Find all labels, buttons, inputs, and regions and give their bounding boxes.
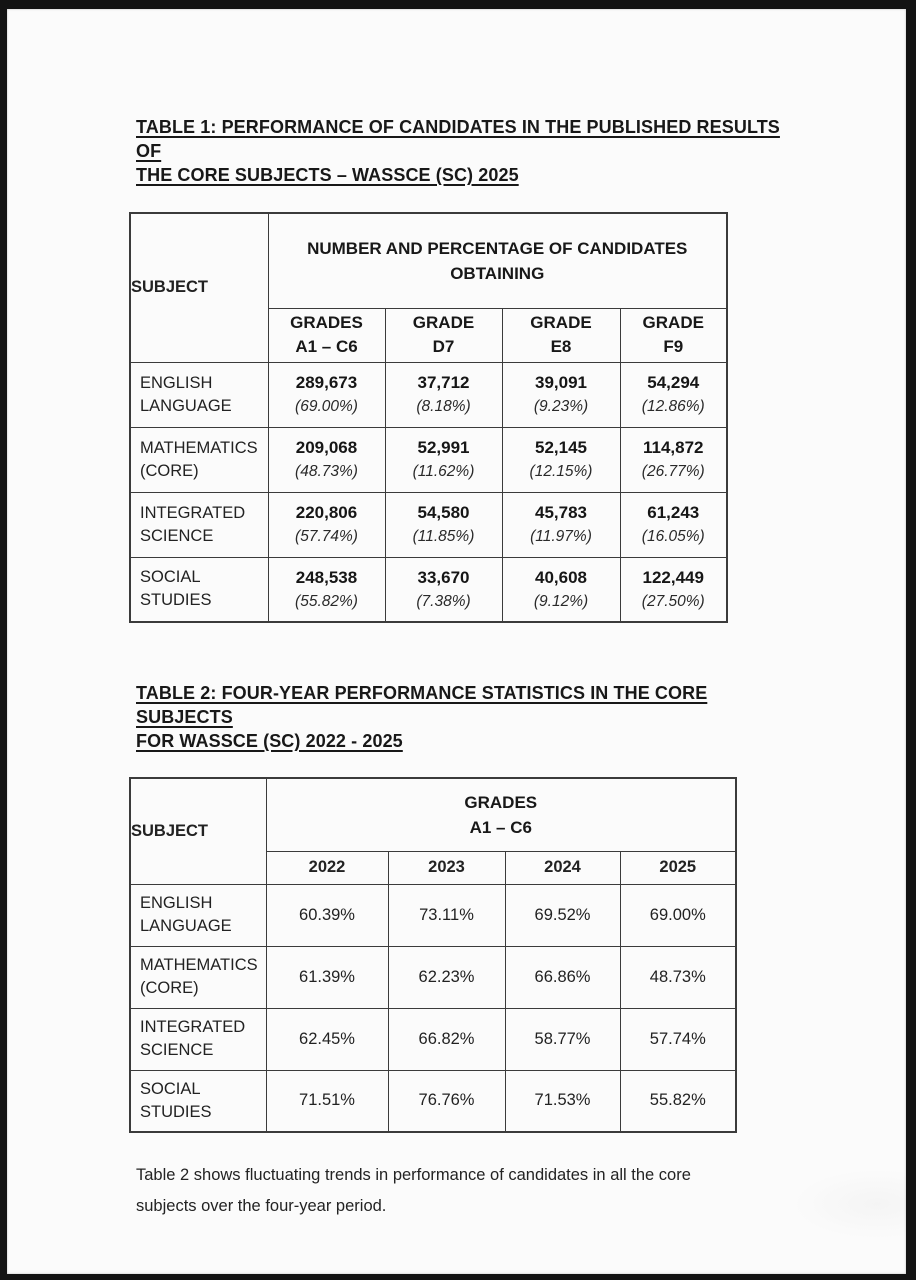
table2 [129,777,737,1133]
table2-subject-header: SUBJECT [130,778,266,884]
note-line2: subjects over the four-year period. [136,1197,387,1215]
candidate-count: 61,243 [647,503,700,522]
year-percent-cell: 60.39% [266,884,388,946]
year-percent-cell: 62.23% [388,946,505,1008]
col-header-line: D7 [432,337,455,356]
table2-col-header-2023: 2023 [388,851,505,884]
candidate-count: 209,068 [295,438,358,457]
grade-cell [385,557,502,622]
year-percent-cell: 62.45% [266,1008,388,1070]
table2-title [136,681,809,753]
table1-row-integrated-science [130,492,727,557]
table1-group-header-text: NUMBER AND PERCENTAGE OF CANDIDATES OBTAINING [307,238,688,283]
candidate-percent: (69.00%) [295,398,358,415]
table2-col-header-2022: 2022 [266,851,388,884]
table2-group-header-line2: A1 – C6 [469,817,532,837]
subject-line: MATHEMATICS [140,438,258,457]
subject-cell [130,1008,266,1070]
candidate-percent: (8.18%) [416,398,471,415]
table2-row-mathematics-core [130,946,736,1008]
table2-col-header-2025: 2025 [620,851,736,884]
candidate-percent: (9.23%) [533,398,589,415]
page-content [129,115,809,1222]
candidate-percent: (11.62%) [412,463,475,480]
candidate-count: 54,580 [417,503,470,522]
table2-title-line1: TABLE 2: FOUR-YEAR PERFORMANCE STATISTICS IN THE CORE SUBJECTS [136,683,708,727]
candidate-percent: (16.05%) [641,528,705,545]
year-percent-cell: 48.73% [620,946,736,1008]
table1-group-header [268,213,727,308]
subject-cell [130,557,268,622]
table1-row-english-language [130,362,727,427]
table1-col-header-grade-d7 [385,308,502,362]
subject-line: INTEGRATED [140,503,246,522]
subject-line: SCIENCE [140,526,214,545]
candidate-count: 289,673 [295,373,358,392]
year-percent-cell: 66.82% [388,1008,505,1070]
candidate-percent: (11.97%) [530,528,592,545]
year-percent-cell: 71.51% [266,1070,388,1132]
candidate-percent: (12.86%) [641,398,705,415]
table1-title-line2: THE CORE SUBJECTS – WASSCE (SC) 2025 [136,165,519,185]
candidate-count: 122,449 [642,567,704,587]
subject-line: STUDIES [140,1102,212,1121]
table1-title-line1: TABLE 1: PERFORMANCE OF CANDIDATES IN THE PUBLISHED RESULTS OF [136,117,780,161]
table1-col-header-grades-a1c6 [268,308,385,362]
candidate-count: 39,091 [535,373,587,392]
subject-line: MATHEMATICS [140,956,258,974]
note-line1: Table 2 shows fluctuating trends in performance of candidates in all the core [136,1166,691,1184]
table2-header-row-1 [130,778,736,851]
grade-cell [268,492,385,557]
candidate-count: 33,670 [417,567,470,587]
subject-line: STUDIES [140,591,212,610]
subject-line: ENGLISH [140,373,213,392]
year-percent-cell: 66.86% [505,946,620,1008]
year-percent-cell: 55.82% [620,1070,736,1132]
grade-cell [502,362,620,427]
grade-cell [385,427,502,492]
subject-line: (CORE) [140,979,199,997]
year-percent-cell: 61.39% [266,946,388,1008]
candidate-percent: (12.15%) [529,463,593,480]
grade-cell [385,362,502,427]
subject-line: (CORE) [140,461,199,480]
col-header-line: GRADE [412,313,475,332]
col-header-line: GRADES [290,313,363,332]
candidate-count: 52,991 [417,438,470,457]
subject-line: INTEGRATED [140,1018,246,1036]
year-percent-cell: 71.53% [505,1070,620,1132]
table1-row-mathematics-core [130,427,727,492]
subject-line: SOCIAL [140,1079,201,1098]
document-page [7,9,906,1274]
candidate-count: 220,806 [295,503,358,522]
subject-line: SCIENCE [140,1041,214,1059]
grade-cell [620,557,727,622]
candidate-count: 37,712 [417,373,470,392]
grade-cell [268,362,385,427]
candidate-percent: (57.74%) [295,528,358,545]
table1-header-row-1 [130,213,727,308]
grade-cell [502,492,620,557]
table2-title-line2: FOR WASSCE (SC) 2022 - 2025 [136,731,403,751]
candidate-count: 40,608 [535,567,587,587]
table1-row-social-studies [130,557,727,622]
grade-cell [502,427,620,492]
candidate-percent: (11.85%) [412,528,475,545]
table2-row-integrated-science [130,1008,736,1070]
subject-cell [130,1070,266,1132]
col-header-line: GRADE [642,313,704,332]
grade-cell [268,557,385,622]
candidate-percent: (9.12%) [533,592,589,610]
candidate-percent: (7.38%) [416,592,471,610]
table1-col-header-grade-f9 [620,308,727,362]
col-header-line: E8 [550,337,572,356]
table2-group-header-line1: GRADES [464,792,538,812]
table1-title [136,115,809,187]
subject-cell [130,492,268,557]
grade-cell [620,492,727,557]
table1-subject-header: SUBJECT [130,213,268,362]
candidate-percent: (48.73%) [295,463,358,480]
subject-line: LANGUAGE [140,917,232,935]
candidate-count: 248,538 [295,567,358,587]
subject-cell [130,427,268,492]
subject-line: ENGLISH [140,894,213,912]
year-percent-cell: 69.00% [620,884,736,946]
candidate-percent: (26.77%) [641,463,705,480]
subject-cell [130,946,266,1008]
year-percent-cell: 69.52% [505,884,620,946]
candidate-count: 52,145 [535,438,587,457]
candidate-count: 54,294 [647,373,700,392]
col-header-line: GRADE [530,313,592,332]
table2-col-header-2024: 2024 [505,851,620,884]
col-header-line: A1 – C6 [295,337,358,356]
grade-cell [268,427,385,492]
candidate-count: 114,872 [642,438,704,457]
subject-cell [130,884,266,946]
year-percent-cell: 76.76% [388,1070,505,1132]
subject-cell [130,362,268,427]
subject-line: LANGUAGE [140,396,232,415]
table1 [129,212,728,623]
grade-cell [502,557,620,622]
candidate-percent: (27.50%) [641,592,705,610]
candidate-count: 45,783 [535,503,587,522]
table2-row-social-studies [130,1070,736,1132]
col-header-line: F9 [663,337,684,356]
table2-row-english-language [130,884,736,946]
table1-col-header-grade-e8 [502,308,620,362]
year-percent-cell: 57.74% [620,1008,736,1070]
candidate-percent: (55.82%) [295,592,358,610]
year-percent-cell: 73.11% [388,884,505,946]
grade-cell [620,427,727,492]
table2-note [136,1160,809,1222]
table2-group-header [266,778,736,851]
grade-cell [385,492,502,557]
grade-cell [620,362,727,427]
year-percent-cell: 58.77% [505,1008,620,1070]
subject-line: SOCIAL [140,568,201,587]
